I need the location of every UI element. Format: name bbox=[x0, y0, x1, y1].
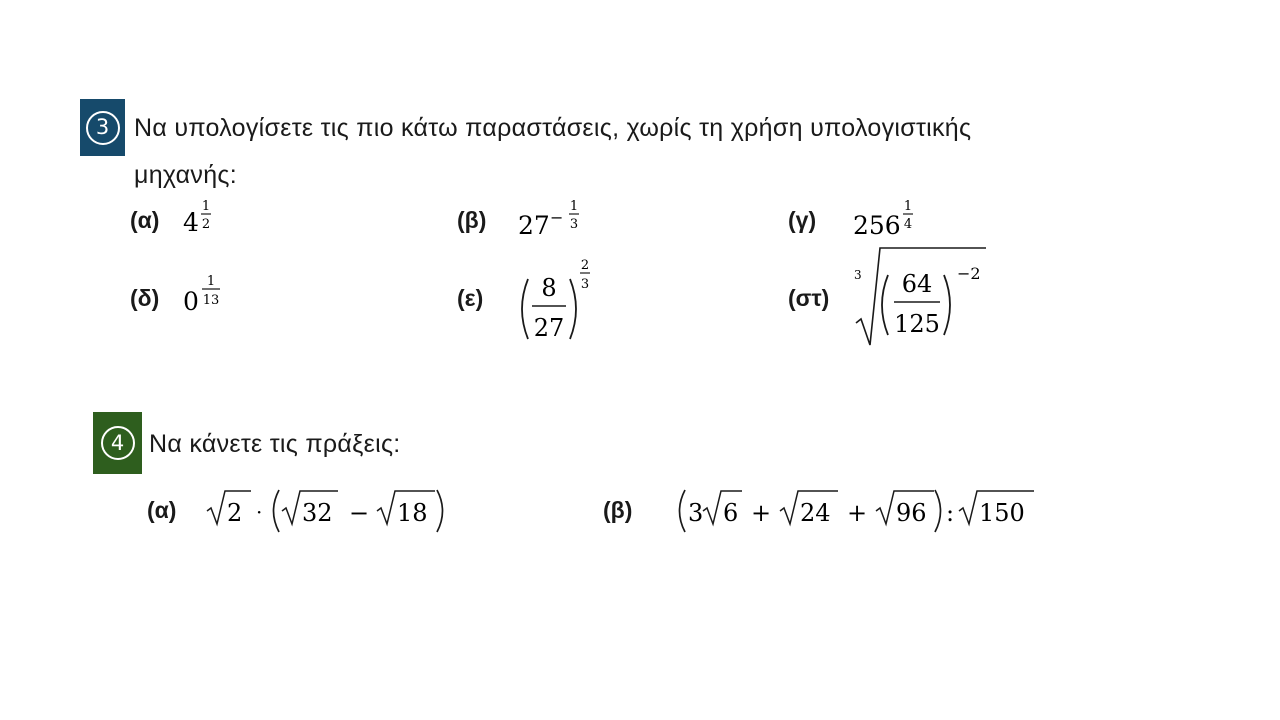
radical-sum-division bbox=[672, 486, 1040, 536]
exp-numerator: 1 bbox=[206, 274, 216, 289]
exp-denominator: 3 bbox=[569, 217, 579, 232]
fraction-power bbox=[514, 252, 599, 344]
base: 4 bbox=[183, 208, 199, 237]
q4-item-label-b: (β) bbox=[603, 497, 633, 523]
expression-b bbox=[517, 195, 589, 243]
coefficient-3: 3 bbox=[688, 499, 704, 527]
item-label-d: (δ) bbox=[130, 285, 160, 311]
base: 256 bbox=[853, 211, 901, 240]
radicand-150: 150 bbox=[979, 499, 1025, 527]
q4-item-label-a: (α) bbox=[147, 497, 177, 523]
base: 27 bbox=[518, 211, 550, 240]
item-label-c: (γ) bbox=[788, 207, 817, 233]
question-3-text-line1: Να υπολογίσετε τις πιο κάτω παραστάσεις, χωρίς τη χρήση υπολογιστικής bbox=[134, 114, 972, 142]
exp-numerator: 2 bbox=[580, 258, 590, 273]
fraction-denominator: 125 bbox=[894, 310, 940, 338]
question-3-badge bbox=[80, 99, 125, 156]
power-27-neg-third bbox=[517, 195, 589, 243]
q4-expression-a bbox=[203, 486, 453, 536]
multiply-dot: · bbox=[256, 500, 263, 524]
item-label-a: (α) bbox=[130, 207, 160, 233]
question-4-badge bbox=[93, 412, 142, 474]
radicand-18: 18 bbox=[397, 499, 428, 527]
exp-denominator: 13 bbox=[202, 293, 220, 308]
exp-numerator: 1 bbox=[903, 199, 913, 214]
exp-sign: − bbox=[550, 208, 564, 227]
plus-sign: + bbox=[847, 499, 868, 527]
expression-c bbox=[852, 195, 924, 243]
cube-root-expression bbox=[850, 245, 990, 350]
item-label-b: (β) bbox=[457, 207, 487, 233]
question-4-text: Να κάνετε τις πράξεις: bbox=[149, 430, 401, 458]
fraction-numerator: 64 bbox=[901, 270, 933, 298]
power-0-thirteenth bbox=[182, 270, 232, 320]
expression-f bbox=[850, 245, 990, 350]
radical-product bbox=[203, 486, 453, 536]
fraction-denominator: 27 bbox=[533, 314, 565, 342]
exp-denominator: 2 bbox=[201, 217, 211, 232]
expression-e bbox=[514, 252, 599, 344]
base: 0 bbox=[183, 287, 199, 316]
division-colon: : bbox=[946, 499, 955, 527]
radicand-2: 2 bbox=[227, 499, 243, 527]
radicand-96: 96 bbox=[896, 499, 927, 527]
exponent: −2 bbox=[957, 264, 981, 283]
radicand-6: 6 bbox=[723, 499, 739, 527]
circled-number-4: 4 bbox=[101, 426, 135, 460]
expression-d bbox=[182, 270, 232, 320]
exp-numerator: 1 bbox=[201, 199, 211, 214]
question-3-text-line2: μηχανής: bbox=[134, 161, 238, 189]
plus-sign: + bbox=[751, 499, 772, 527]
power-256-quarter bbox=[852, 195, 924, 243]
item-label-f: (στ) bbox=[788, 285, 830, 311]
minus-sign: − bbox=[349, 499, 370, 527]
expression-a bbox=[182, 195, 222, 243]
circled-number-3: 3 bbox=[86, 111, 120, 145]
power-4-half bbox=[182, 195, 222, 243]
radicand-24: 24 bbox=[800, 499, 831, 527]
exp-denominator: 4 bbox=[903, 217, 913, 232]
radicand-32: 32 bbox=[302, 499, 333, 527]
root-index: 3 bbox=[854, 268, 862, 282]
item-label-e: (ε) bbox=[457, 285, 484, 311]
exp-numerator: 1 bbox=[569, 199, 579, 214]
q4-expression-b bbox=[672, 486, 1040, 536]
fraction-numerator: 8 bbox=[541, 274, 557, 302]
exp-denominator: 3 bbox=[580, 277, 590, 292]
